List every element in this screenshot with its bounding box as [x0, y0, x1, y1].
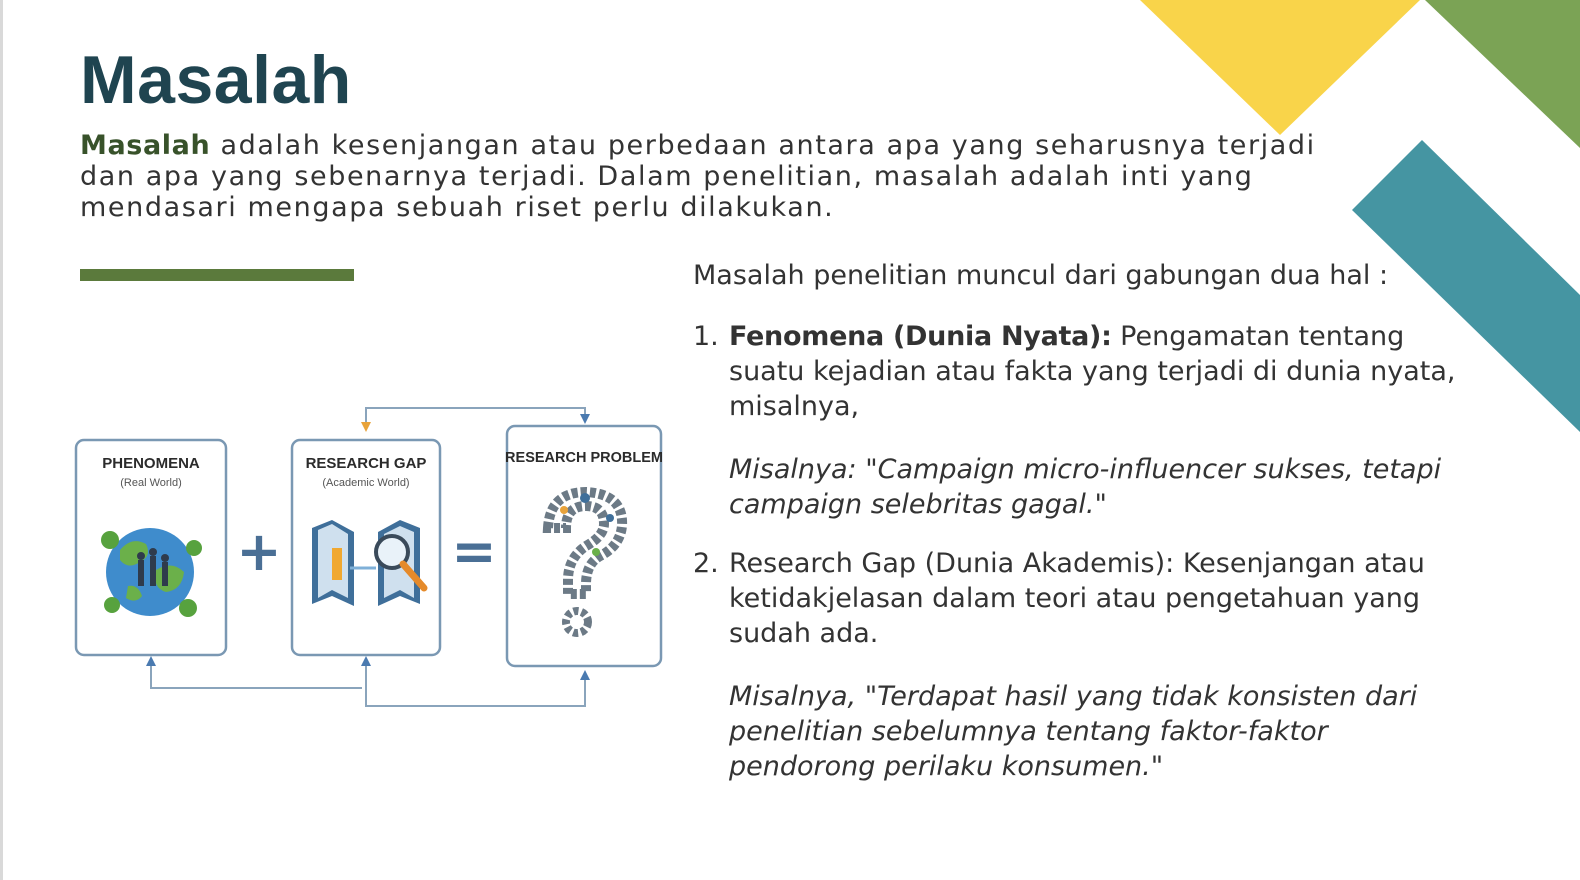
top-connector	[366, 408, 585, 422]
arrowhead-problem-bottom	[580, 670, 590, 680]
arrowhead-gap-bottom	[361, 656, 371, 666]
intro-text: adalah kesenjangan atau perbedaan antara apa yang seharusnya terjadi dan apa yang sebenarnya terjadi. Dalam penelitian, masalah adalah inti yang mendasari mengapa sebuah riset perlu dilakukan.	[80, 130, 1316, 223]
list-number-1: 1.	[693, 321, 719, 352]
phenomena-subtitle: (Real World)	[120, 477, 182, 489]
right-column	[693, 256, 1473, 784]
lead-sentence: Masalah penelitian muncul dari gabungan dua hal :	[693, 260, 1389, 291]
list-text-phenomena: Pengamatan tentang suatu kejadian atau fakta yang terjadi di dunia nyata, misalnya,	[729, 321, 1456, 422]
list-label-phenomena: Fenomena (Dunia Nyata):	[729, 321, 1112, 352]
intro-term: Masalah	[80, 130, 211, 161]
research-gap-card	[292, 440, 440, 655]
gap-subtitle: (Academic World)	[322, 477, 410, 489]
arrowhead-gap-top	[361, 422, 371, 432]
source-list	[693, 319, 1473, 784]
bottom-right-connector	[366, 662, 585, 706]
example-phenomena: Misalnya: "Campaign micro-influencer sukses, tetapi campaign selebritas gagal."	[729, 454, 1442, 520]
bottom-left-connector	[151, 662, 362, 688]
research-problem-card	[505, 426, 663, 666]
example-research-gap: Misalnya, "Terdapat hasil yang tidak konsisten dari penelitian sebelumnya tentang faktor-faktor pendorong perilaku konsumen."	[729, 681, 1418, 782]
page-title: Masalah	[80, 42, 352, 118]
gap-title: RESEARCH GAP	[305, 455, 427, 472]
accent-bar	[80, 269, 354, 281]
arrowhead-problem-top	[580, 414, 590, 424]
arrowhead-phenomena-bottom	[146, 656, 156, 666]
research-problem-diagram	[70, 400, 670, 720]
phenomena-title: PHENOMENA	[102, 455, 200, 472]
yellow-triangle-shape	[1140, 0, 1420, 135]
list-label-research-gap: Research Gap (Dunia Akademis):	[729, 548, 1175, 579]
problem-title: RESEARCH PROBLEM	[505, 450, 663, 466]
equals-sign: =	[451, 520, 497, 583]
list-text-research-gap: Kesenjangan atau ketidakjelasan dalam teori atau pengetahuan yang sudah ada.	[729, 548, 1425, 649]
plus-sign: +	[236, 520, 282, 583]
green-triangle-shape	[1425, 0, 1580, 148]
phenomena-card	[76, 440, 226, 655]
list-number-2: 2.	[693, 548, 719, 579]
intro-paragraph	[80, 130, 1370, 223]
list-item-research-gap	[693, 546, 1473, 784]
list-item-phenomena	[693, 319, 1473, 522]
